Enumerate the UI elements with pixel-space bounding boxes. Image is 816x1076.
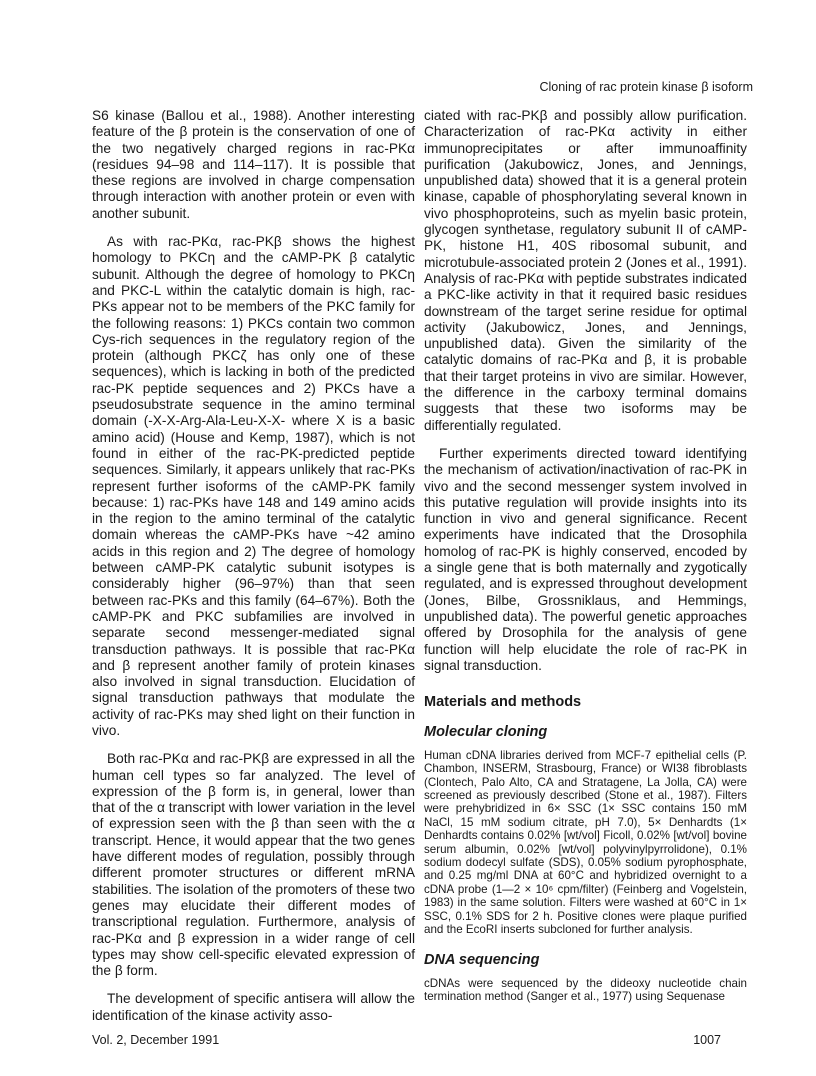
right-paragraph-1: ciated with rac-PKβ and possibly allow purification. Characterization of rac-PKα activity in either immunoprecipitates or after immunoaffinity purification (Jakubowicz, Jones, and Jennings, unpublished data) showed that it is a general protein kinase, capable of phosphorylating several known in vivo phosphoproteins, such as myelin basic protein, glycogen synthetase, regulatory subunit II of cAMP-PK, histone H1, 40S ribosomal subunit, and microtubule-associated protein 2 (Jones et al., 1991). Analysis of rac-PKα with peptide substrates indicated a PKC-like activity in that it required basic residues downstream of the target serine residue for optimal activity (Jakubowicz, Jones, and Jennings, unpublished data). Given the similarity of the catalytic domains of rac-PKα and β, it is probable that their target proteins in vivo are similar. However, the difference in the carboxy terminal domains suggests that these two isoforms may be differentially regulated. [424, 108, 747, 433]
footer-volume: Vol. 2, December 1991 [92, 1033, 220, 1047]
right-paragraph-2: Further experiments directed toward identifying the mechanism of activation/inactivation of rac-PK in vivo and the second messenger system involved in this putative regulation will provide insights into its function in vivo and general significance. Recent experiments have indicated that the Drosophila homolog of rac-PK is highly conserved, encoded by a single gene that is both maternally and zygotically regulated, and is expressed throughout development (Jones, Bilbe, Grossniklaus, and Hemmings, unpublished data). The powerful genetic approaches offered by Drosophila for the analysis of gene function will help elucidate the role of rac-PK in signal transduction. [424, 445, 747, 673]
molecular-cloning-text: Human cDNA libraries derived from MCF-7 epithelial cells (P. Chambon, INSERM, Strasbourg, France) or WI38 fibroblasts (Clontech, Palo Alto, CA and Stratagene, La Jolla, CA) were screened as previously described (Stone et al., 1987). Filters were prehybridized in 6× SSC (1× SSC contains 150 mM NaCl, 15 mM sodium citrate, pH 7.0), 5× Denhardts (1× Denhardts contains 0.02% [wt/vol] Ficoll, 0.02% [wt/vol] bovine serum albumin, 0.02% [wt/vol] polyvinylpyrrolidone), 0.1% sodium dodecyl sulfate (SDS), 0.05% sodium pyrophosphate, and 0.25 mg/ml DNA at 60°C and hybridized overnight to a cDNA probe (1—2 × 10⁶ cpm/filter) (Feinberg and Vogelstein, 1983) in the same solution. Filters were washed at 60°C in 1× SSC, 0.1% SDS for 2 h. Positive clones were plaque purified and the EcoRI inserts subcloned for further analysis. [424, 748, 747, 936]
dna-sequencing-text: cDNAs were sequenced by the dideoxy nucleotide chain termination method (Sanger et al., 1977) using Sequenase [424, 976, 747, 1004]
footer-page-number: 1007 [693, 1033, 721, 1047]
right-column [424, 108, 747, 1003]
subsection-heading-dna-sequencing: DNA sequencing [424, 952, 540, 969]
left-paragraph-1: S6 kinase (Ballou et al., 1988). Another interesting feature of the β protein is the conservation of one of the two negatively charged regions in rac-PKα (residues 94–98 and 114–117). It is possible that these regions are involved in charge compensation through interaction with another protein or even with another subunit. [92, 108, 415, 221]
subsection-heading-molecular-cloning: Molecular cloning [424, 724, 548, 741]
section-heading: Materials and methods [424, 694, 582, 711]
left-paragraph-3: Both rac-PKα and rac-PKβ are expressed in all the human cell types so far analyzed. The level of expression of the β form is, in general, lower than that of the α transcript with lower variation in the level of expression seen with the β than seen with the α transcript. Hence, it would appear that the two genes have different modes of regulation, possibly through different promoter structures or different mRNA stabilities. The isolation of the promoters of these two genes may elucidate their different modes of transcriptional regulation. Furthermore, analysis of rac-PKα and β expression in a wider range of cell types may show cell-specific elevated expression of the β form. [92, 751, 415, 979]
left-paragraph-4: The development of specific antisera will allow the identification of the kinase activity asso- [92, 991, 415, 1023]
left-paragraph-2: As with rac-PKα, rac-PKβ shows the highest homology to PKCη and the cAMP-PK β catalytic subunit. Although the degree of homology to PKCη and PKC-L within the catalytic domain is high, rac-PKs appear not to be members of the PKC family for the following reasons: 1) PKCs contain two common Cys-rich sequences in the regulatory region of the protein (although PKCζ has only one of these sequences), which is lacking in both of the predicted rac-PK peptide sequences and 2) PKCs have a pseudosubstrate sequence in the amino terminal domain (-X-X-Arg-Ala-Leu-X-X- where X is a basic amino acid) (House and Kemp, 1987), which is not found in either of the rac-PK-predicted peptide sequences. Similarly, it appears unlikely that rac-PKs represent further isoforms of the cAMP-PK family because: 1) rac-PKs have 148 and 149 amino acids in the region to the amino terminal of the catalytic domain whereas the cAMP-PKs have ~42 amino acids in this region and 2) The degree of homology between cAMP-PK catalytic subunit isotypes is considerably higher (96–97%) than that seen between rac-PKs and this family (64–67%). Both the cAMP-PK and PKC subfamilies are involved in separate second messenger-mediated signal transduction pathways. It is possible that rac-PKα and β represent another family of protein kinases also involved in signal transduction. Elucidation of signal transduction pathways that modulate the activity of rac-PKs may shed light on their function in vivo. [92, 234, 415, 738]
running-head: Cloning of rac protein kinase β isoform [539, 80, 753, 94]
left-column [92, 108, 415, 1024]
